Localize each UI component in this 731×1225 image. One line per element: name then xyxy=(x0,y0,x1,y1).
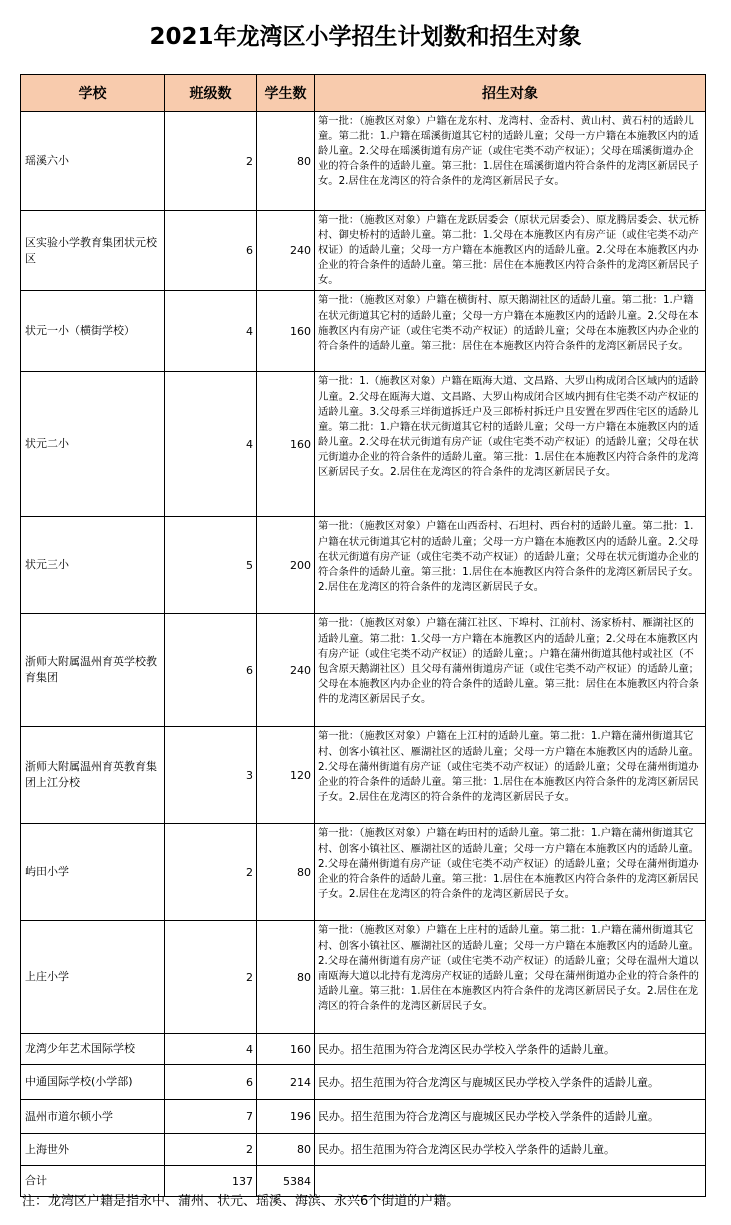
student-count: 80 xyxy=(257,1134,315,1166)
school-name: 瑶溪六小 xyxy=(21,112,165,211)
table-row xyxy=(21,517,706,614)
enrollment-target: 民办。招生范围为符合龙湾区与鹿城区民办学校入学条件的适龄儿童。 xyxy=(315,1100,706,1134)
school-name: 屿田小学 xyxy=(21,824,165,921)
table-row xyxy=(21,372,706,517)
enrollment-target: 民办。招生范围为符合龙湾区与鹿城区民办学校入学条件的适龄儿童。 xyxy=(315,1065,706,1100)
table-row xyxy=(21,291,706,372)
enrollment-target: 第一批：（施教区对象）户籍在山西岙村、石坦村、西台村的适龄儿童。第二批：1.户籍在状元街道其它村的适龄儿童；父母一方户籍在本施教区内的适龄儿童。2.父母在状元街道有房产证（或住宅类不动产权证）的适龄儿童；父母在状元街道办企业的符合条件的适龄儿童。第三批：1.居住在本施教区内符合条件的龙湾区新居民子女。2.居住在龙湾区的符合条件的龙湾区新居民子女。 xyxy=(315,517,706,614)
total-students: 5384 xyxy=(257,1166,315,1197)
enrollment-target: 第一批：（施教区对象）户籍在屿田村的适龄儿童。第二批：1.户籍在蒲州街道其它村、创客小镇社区、雁湖社区的适龄儿童；父母一方户籍在本施教区内的适龄儿童。2.父母在蒲州街道有房产证（或住宅类不动产权证）的适龄儿童；父母在蒲州街道办企业的符合条件的适龄儿童。第三批：1.居住在本施教区内符合条件的龙湾区新居民子女。2.居住在龙湾区的符合条件的龙湾区新居民子女。 xyxy=(315,824,706,921)
student-count: 214 xyxy=(257,1065,315,1100)
student-count: 240 xyxy=(257,614,315,727)
student-count: 80 xyxy=(257,112,315,211)
enrollment-target: 民办。招生范围为符合龙湾区民办学校入学条件的适龄儿童。 xyxy=(315,1134,706,1166)
school-name: 龙湾少年艺术国际学校 xyxy=(21,1034,165,1065)
page-title: 2021年龙湾区小学招生计划数和招生对象 xyxy=(149,24,582,50)
table-row xyxy=(21,921,706,1034)
enrollment-target: 第一批：1.（施教区对象）户籍在瓯海大道、文昌路、大罗山构成闭合区域内的适龄儿童。2.父母在瓯海大道、文昌路、大罗山构成闭合区域内拥有住宅类不动产权证的适龄儿童。3.父母系三垟街道拆迁户及三郎桥村拆迁户且安置在罗西住宅区的适龄儿童。第二批：1.户籍在状元街道其它村的适龄儿童；父母一方户籍在本施教区内的适龄儿童。2.父母在状元街道有房产证（或住宅类不动产权证）的适龄儿童；父母在状元街道办企业的符合条件的适龄儿童。第三批：1.居住在本施教区内符合条件的龙湾区新居民子女。2.居住在龙湾区的符合条件的龙湾区新居民子女。 xyxy=(315,372,706,517)
class-count: 2 xyxy=(165,921,257,1034)
class-count: 7 xyxy=(165,1100,257,1134)
student-count: 160 xyxy=(257,291,315,372)
enrollment-target: 民办。招生范围为符合龙湾区民办学校入学条件的适龄儿童。 xyxy=(315,1034,706,1065)
school-name: 上海世外 xyxy=(21,1134,165,1166)
table-row xyxy=(21,727,706,824)
table-row xyxy=(21,1100,706,1134)
table-row xyxy=(21,1065,706,1100)
enrollment-target: 第一批：（施教区对象）户籍在蒲江社区、下埠村、江前村、汤家桥村、雁湖社区的适龄儿童。第二批：1.父母一方户籍在本施教区内的适龄儿童；2.父母在本施教区内有房产证（或住宅类不动产权证）的适龄儿童；。户籍在蒲州街道其他村或社区（不包含原天鹅湖社区）且父母有蒲州街道房产证（或住宅类不动产权证）的适龄儿童；父母在本施教区内办企业的符合条件的适龄儿童。第三批：居住在本施教区内符合条件的龙湾区新居民子女。 xyxy=(315,614,706,727)
student-count: 80 xyxy=(257,824,315,921)
class-count: 2 xyxy=(165,824,257,921)
student-count: 80 xyxy=(257,921,315,1034)
table-row xyxy=(21,112,706,211)
total-classes: 137 xyxy=(165,1166,257,1197)
school-name: 状元一小（横街学校） xyxy=(21,291,165,372)
school-name: 状元二小 xyxy=(21,372,165,517)
school-name: 区实验小学教育集团状元校区 xyxy=(21,211,165,291)
header-classes: 班级数 xyxy=(165,75,257,112)
table-row xyxy=(21,824,706,921)
class-count: 4 xyxy=(165,372,257,517)
enrollment-target: 第一批：（施教区对象）户籍在横街村、原天鹅湖社区的适龄儿童。第二批：1.户籍在状元街道其它村的适龄儿童；父母一方户籍在本施教区内的适龄儿童。2.父母在本施教区内有房产证（或住宅类不动产权证）的适龄儿童；父母在本施教区内办企业的符合条件的适龄儿童。第三批：居住在本施教区内符合条件的龙湾区新居民子女。 xyxy=(315,291,706,372)
class-count: 3 xyxy=(165,727,257,824)
enrollment-table xyxy=(20,74,706,1197)
table-row xyxy=(21,1134,706,1166)
table-header-row xyxy=(21,75,706,112)
table-row xyxy=(21,614,706,727)
school-name: 浙师大附属温州育英教育集团上江分校 xyxy=(21,727,165,824)
class-count: 2 xyxy=(165,1134,257,1166)
student-count: 160 xyxy=(257,372,315,517)
student-count: 200 xyxy=(257,517,315,614)
school-name: 状元三小 xyxy=(21,517,165,614)
student-count: 240 xyxy=(257,211,315,291)
class-count: 4 xyxy=(165,1034,257,1065)
enrollment-target: 第一批：（施教区对象）户籍在上庄村的适龄儿童。第二批：1.户籍在蒲州街道其它村、创客小镇社区、雁湖社区的适龄儿童；父母一方户籍在本施教区内的适龄儿童。2.父母在蒲州街道有房产证（或住宅类不动产权证）的适龄儿童；父母在温州大道以南瓯海大道以北持有龙湾房产权证的适龄儿童；父母在蒲州街道办企业的符合条件的适龄儿童。第三批：1.居住在本施教区内符合条件的龙湾区新居民子女。2.居住在龙湾区的符合条件的龙湾区新居民子女。 xyxy=(315,921,706,1034)
class-count: 6 xyxy=(165,211,257,291)
class-count: 6 xyxy=(165,614,257,727)
student-count: 120 xyxy=(257,727,315,824)
enrollment-target: 第一批：（施教区对象）户籍在上江村的适龄儿童。第二批：1.户籍在蒲州街道其它村、创客小镇社区、雁湖社区的适龄儿童；父母一方户籍在本施教区内的适龄儿童。2.父母在蒲州街道有房产证（或住宅类不动产权证）的适龄儿童；父母在蒲州街道办企业的符合条件的适龄儿童。第三批：1.居住在本施教区内符合条件的龙湾区新居民子女。2.居住在龙湾区的符合条件的龙湾区新居民子女。 xyxy=(315,727,706,824)
footnote: 注：龙湾区户籍是指永中、蒲州、状元、瑶溪、海滨、永兴6个街道的户籍。 xyxy=(22,1194,460,1209)
school-name: 中通国际学校(小学部) xyxy=(21,1065,165,1100)
class-count: 5 xyxy=(165,517,257,614)
school-name: 浙师大附属温州育英学校教育集团 xyxy=(21,614,165,727)
header-school: 学校 xyxy=(21,75,165,112)
table-row xyxy=(21,1034,706,1065)
class-count: 4 xyxy=(165,291,257,372)
school-name: 上庄小学 xyxy=(21,921,165,1034)
class-count: 2 xyxy=(165,112,257,211)
table-row xyxy=(21,211,706,291)
header-target: 招生对象 xyxy=(315,75,706,112)
enrollment-target: 第一批：（施教区对象）户籍在龙东村、龙湾村、金岙村、黄山村、黄石村的适龄儿童。第二批：1.户籍在瑶溪街道其它村的适龄儿童；父母一方户籍在本施教区内的适龄儿童。2.父母在瑶溪街道有房产证（或住宅类不动产权证）；父母在瑶溪街道办企业的符合条件的适龄儿童。第三批：1.居住在瑶溪街道内符合条件的龙湾区新居民子女。2.居住在龙湾区的符合条件的龙湾区新居民子女。 xyxy=(315,112,706,211)
student-count: 196 xyxy=(257,1100,315,1134)
student-count: 160 xyxy=(257,1034,315,1065)
header-students: 学生数 xyxy=(257,75,315,112)
total-label: 合计 xyxy=(21,1166,165,1197)
class-count: 6 xyxy=(165,1065,257,1100)
school-name: 温州市道尔顿小学 xyxy=(21,1100,165,1134)
enrollment-target: 第一批：（施教区对象）户籍在龙跃居委会（原状元居委会）、原龙腾居委会、状元桥村、御史桥村的适龄儿童。第二批：1.父母在本施教区内有房产证（或住宅类不动产权证）的适龄儿童；父母一方户籍在本施教区内的适龄儿童。2.父母在本施教区内办企业的符合条件的适龄儿童。第三批：居住在本施教区内符合条件的龙湾区新居民子女。 xyxy=(315,211,706,291)
